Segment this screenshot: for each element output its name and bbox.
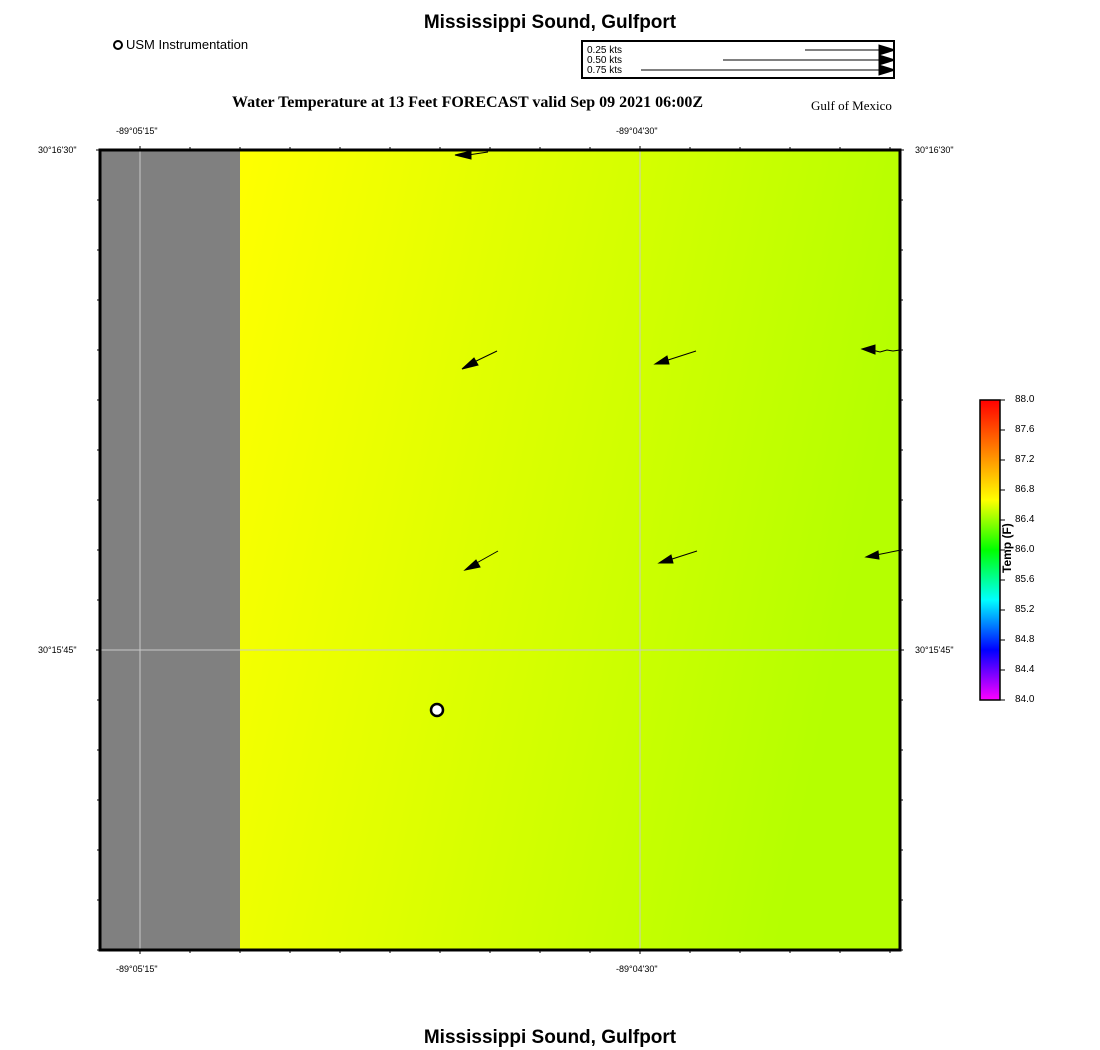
scale-label-025: 0.25 kts [587, 45, 623, 56]
map-title-bottom: Mississippi Sound, Gulfport [423, 1027, 677, 1048]
colorbar-tick-label: 84.8 [1015, 634, 1035, 645]
colorbar-fill [980, 400, 1000, 700]
map-canvas [94, 144, 908, 956]
usm-instrument-site-marker[interactable] [431, 704, 443, 716]
lat-tick-left-2: 30°15'45" [38, 645, 77, 655]
colorbar-tick-label: 86.0 [1015, 544, 1035, 555]
lat-tick-right-2: 30°15'45" [915, 645, 954, 655]
lon-tick-top-2: -89°04'30" [616, 126, 658, 136]
colorbar-title: Temp (F) [1000, 523, 1014, 573]
colorbar-tick-label: 84.0 [1015, 694, 1035, 705]
lat-tick-right-1: 30°16'30" [915, 145, 954, 155]
colorbar-tick-label: 87.6 [1015, 424, 1035, 435]
colorbar-tick-label: 88.0 [1015, 394, 1035, 405]
land-area [100, 150, 240, 950]
hollow-circle-icon [113, 40, 123, 50]
lon-tick-bottom-1: -89°05'15" [116, 964, 158, 974]
region-label: Gulf of Mexico [811, 98, 892, 113]
colorbar-tick-label: 85.6 [1015, 574, 1035, 585]
lat-tick-left-1: 30°16'30" [38, 145, 77, 155]
legend-usm-instrumentation [113, 37, 248, 52]
map-title-top: Mississippi Sound, Gulfport [423, 12, 677, 33]
colorbar-tick-label: 86.8 [1015, 484, 1035, 495]
lon-tick-bottom-2: -89°04'30" [616, 964, 658, 974]
colorbar-tick-label: 85.2 [1015, 604, 1035, 615]
map-subtitle: Water Temperature at 13 Feet FORECAST valid Sep 09 2021 06:00Z [232, 94, 704, 111]
legend-label: USM Instrumentation [126, 37, 249, 52]
colorbar-tick-label: 87.2 [1015, 454, 1035, 465]
scale-label-050: 0.50 kts [587, 55, 623, 66]
scale-label-075: 0.75 kts [587, 65, 623, 76]
vector-scale-box [581, 40, 895, 79]
colorbar-tick-label: 86.4 [1015, 514, 1035, 525]
scale-arrows [583, 42, 893, 77]
water-area [240, 150, 900, 950]
lon-tick-top-1: -89°05'15" [116, 126, 158, 136]
colorbar-tick-label: 84.4 [1015, 664, 1035, 675]
